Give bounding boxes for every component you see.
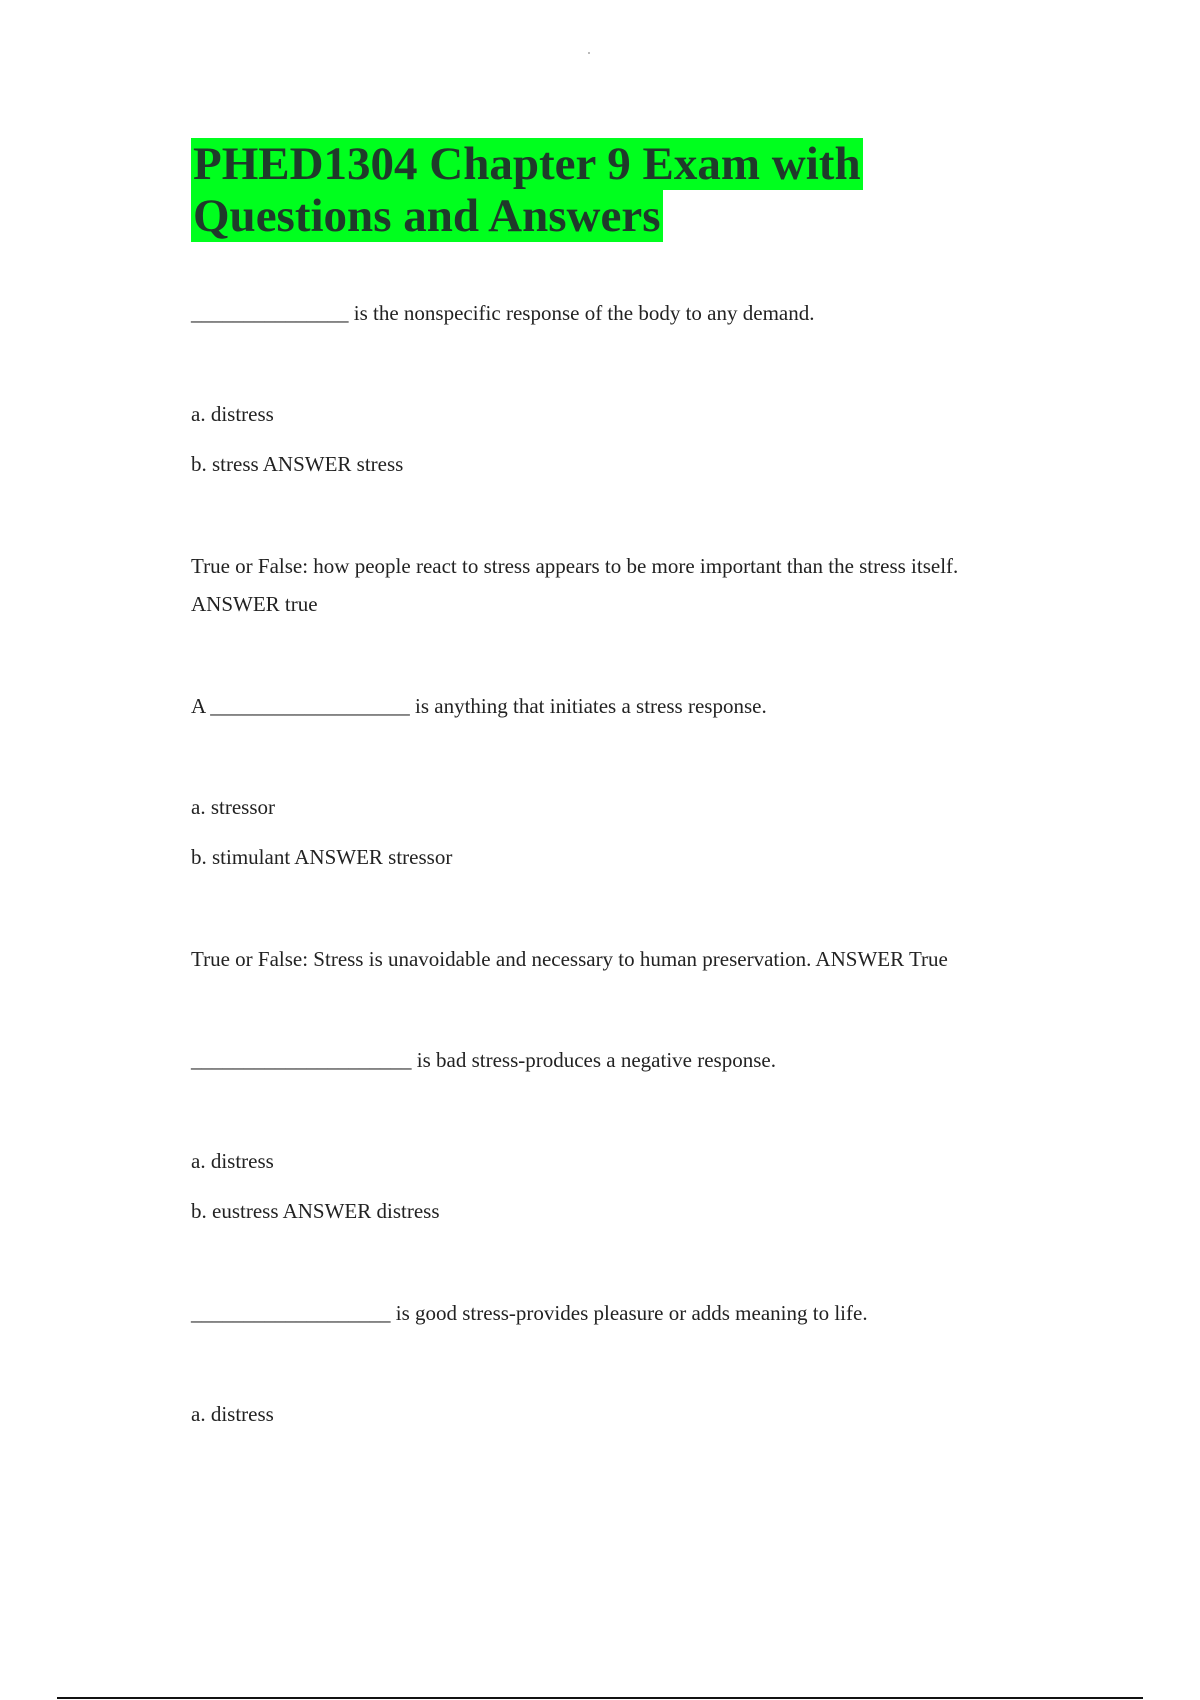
question-list xyxy=(191,294,1041,1433)
document-line: _____________________ is bad stress-produces a negative response. xyxy=(191,1048,776,1072)
document-line: A ___________________ is anything that initiates a stress response. xyxy=(191,694,767,718)
document-line: _______________ is the nonspecific response of the body to any demand. xyxy=(191,301,815,325)
document-line: b. stimulant ANSWER stressor xyxy=(191,845,453,869)
document-line: b. stress ANSWER stress xyxy=(191,452,404,476)
document-line: True or False: Stress is unavoidable and necessary to human preservation. ANSWER True xyxy=(191,947,948,971)
document-line: True or False: how people react to stress appears to be more important than the stress itself. ANSWER true xyxy=(191,554,963,616)
document-title xyxy=(191,138,1041,242)
document-line: a. distress xyxy=(191,1402,274,1426)
title-highlight: PHED1304 Chapter 9 Exam with Questions and Answers xyxy=(193,138,861,242)
document-line: a. distress xyxy=(191,402,274,426)
document-line: ___________________ is good stress-provides pleasure or adds meaning to life. xyxy=(191,1301,868,1325)
document-line: b. eustress ANSWER distress xyxy=(191,1199,440,1223)
document-line: a. stressor xyxy=(191,795,275,819)
document-line: a. distress xyxy=(191,1149,274,1173)
document-content xyxy=(191,138,1041,1433)
page-speck xyxy=(588,52,590,54)
footer-rule xyxy=(57,1697,1143,1699)
